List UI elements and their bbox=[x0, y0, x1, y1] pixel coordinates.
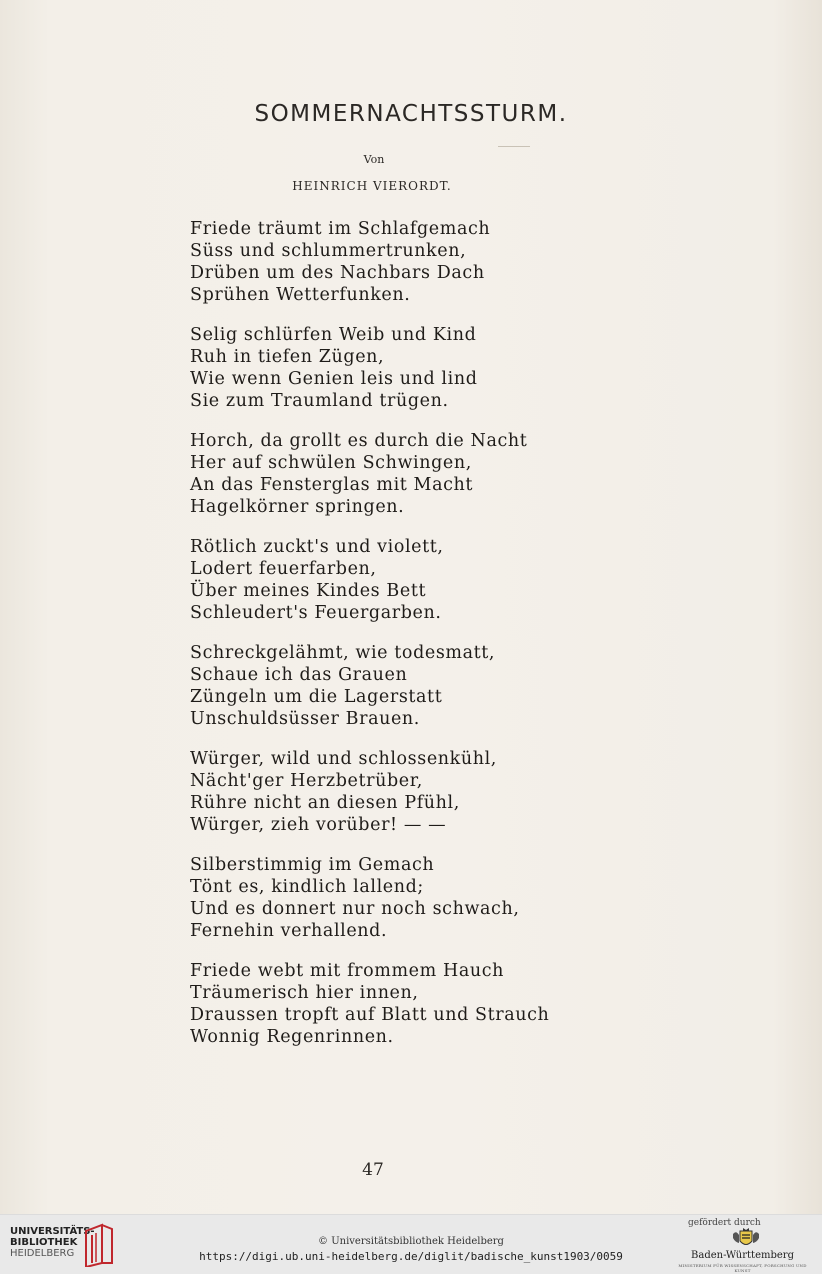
poem-line: Tönt es, kindlich lallend; bbox=[190, 877, 424, 897]
poem-line: Sie zum Traumland trügen. bbox=[190, 391, 449, 411]
poem-line: Schaue ich das Grauen bbox=[190, 665, 408, 685]
poem-line: Nächt'ger Herzbetrüber, bbox=[190, 771, 423, 791]
poem-line: Rühre nicht an diesen Pfühl, bbox=[190, 793, 460, 813]
poem-line: Wie wenn Genien leis und lind bbox=[190, 369, 478, 389]
copyright-notice: © Universitätsbibliothek Heidelberg bbox=[318, 1236, 504, 1247]
poem-line: Züngeln um die Lagerstatt bbox=[190, 687, 443, 707]
poem-line: Wonnig Regenrinnen. bbox=[190, 1027, 394, 1047]
poem-line: Über meines Kindes Bett bbox=[190, 581, 427, 601]
poem-line: Draussen tropft auf Blatt und Strauch bbox=[190, 1005, 550, 1025]
poem-line: Friede träumt im Schlafgemach bbox=[190, 219, 491, 239]
library-name-line2: BIBLIOTHEK bbox=[10, 1237, 78, 1248]
stanza bbox=[190, 324, 549, 412]
poem-line: An das Fensterglas mit Macht bbox=[190, 475, 474, 495]
poem-line: Horch, da grollt es durch die Nacht bbox=[190, 431, 528, 451]
poem-line: Schleudert's Feuergarben. bbox=[190, 603, 442, 623]
stanza bbox=[190, 430, 549, 518]
poem-line: Lodert feuerfarben, bbox=[190, 559, 377, 579]
poem-title: SOMMERNACHTSSTURM. bbox=[254, 101, 568, 127]
poem-line: Sprühen Wetterfunken. bbox=[190, 285, 411, 305]
stanza bbox=[190, 748, 549, 836]
sponsor-name: Baden-Württemberg bbox=[691, 1250, 794, 1261]
stanza bbox=[190, 536, 549, 624]
poem-line: Süss und schlummertrunken, bbox=[190, 241, 467, 261]
stanza bbox=[190, 218, 549, 306]
author-name: HEINRICH VIERORDT. bbox=[292, 179, 452, 193]
sponsor-subtitle: MINISTERIUM FÜR WISSENSCHAFT, FORSCHUNG UND KUNST bbox=[678, 1263, 807, 1273]
poem-line: Silberstimmig im Gemach bbox=[190, 855, 435, 875]
stanza bbox=[190, 960, 549, 1048]
poem-line: Würger, wild und schlossenkühl, bbox=[190, 749, 497, 769]
stanza bbox=[190, 642, 549, 730]
title-rule bbox=[498, 146, 530, 147]
sponsor-label: gefördert durch bbox=[688, 1218, 761, 1228]
poem-line: Ruh in tiefen Zügen, bbox=[190, 347, 385, 367]
poem-line: Fernehin verhallend. bbox=[190, 921, 388, 941]
poem-line: Unschuldsüsser Brauen. bbox=[190, 709, 420, 729]
stanza bbox=[190, 854, 549, 942]
library-name-line3: HEIDELBERG bbox=[10, 1248, 75, 1259]
poem-line: Rötlich zuckt's und violett, bbox=[190, 537, 444, 557]
poem-line: Hagelkörner springen. bbox=[190, 497, 405, 517]
poem-line: Träumerisch hier innen, bbox=[190, 983, 419, 1003]
poem-line: Und es donnert nur noch schwach, bbox=[190, 899, 520, 919]
poem-line: Drüben um des Nachbars Dach bbox=[190, 263, 485, 283]
sponsor-logo[interactable] bbox=[670, 1216, 815, 1272]
page-number: 47 bbox=[362, 1160, 384, 1180]
poem-line: Friede webt mit frommem Hauch bbox=[190, 961, 505, 981]
poem-line: Her auf schwülen Schwingen, bbox=[190, 453, 472, 473]
poem-line: Schreckgelähmt, wie todesmatt, bbox=[190, 643, 496, 663]
poem-line: Würger, zieh vorüber! — — bbox=[190, 815, 447, 835]
poem-body bbox=[190, 218, 549, 1066]
library-name-line1: UNIVERSITÄTS- bbox=[10, 1226, 95, 1237]
coat-of-arms-icon bbox=[731, 1228, 761, 1250]
permalink[interactable]: https://digi.ub.uni-heidelberg.de/diglit/badische_kunst1903/0059 bbox=[199, 1250, 623, 1263]
byline-von: Von bbox=[363, 153, 385, 166]
poem-line: Selig schlürfen Weib und Kind bbox=[190, 325, 477, 345]
